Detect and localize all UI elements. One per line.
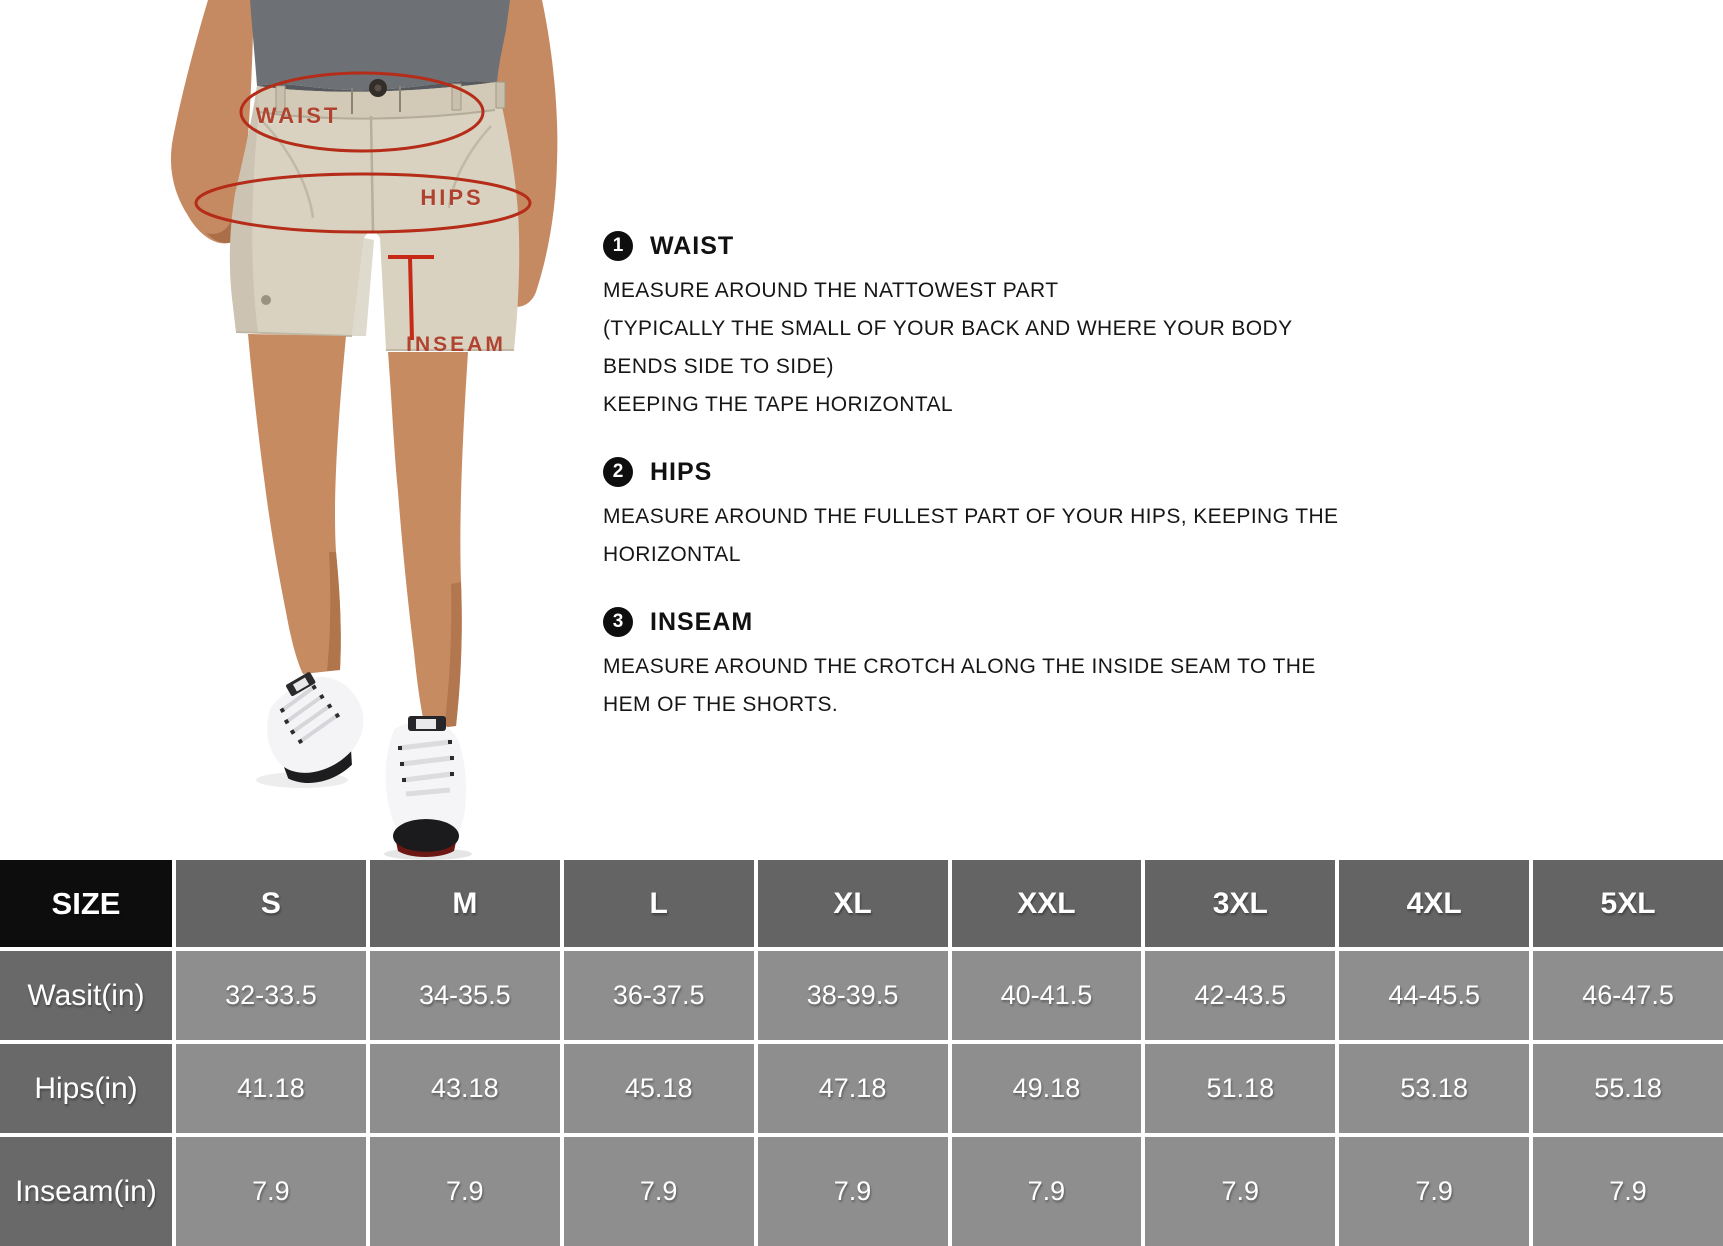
table-value-cell: 7.9 (176, 1137, 366, 1246)
size-column-header-s: S (176, 860, 366, 947)
instruction-line: MEASURE AROUND THE CROTCH ALONG THE INSIDE SEAM TO THE (603, 655, 1316, 678)
instruction-title: WAIST (650, 231, 735, 260)
table-value-cell: 45.18 (564, 1044, 754, 1133)
table-value-cell: 7.9 (952, 1137, 1142, 1246)
instruction-heading (603, 604, 1373, 640)
table-value-cell: 7.9 (370, 1137, 560, 1246)
instruction-line: HEM OF THE SHORTS. (603, 693, 839, 716)
size-header-cell: SIZE (0, 860, 172, 947)
inseam-measure-line (410, 257, 412, 340)
table-value-cell: 51.18 (1145, 1044, 1335, 1133)
table-value-cell: 7.9 (1339, 1137, 1529, 1246)
instruction-heading (603, 454, 1373, 490)
table-value-cell: 32-33.5 (176, 951, 366, 1040)
instruction-section-inseam (603, 604, 1373, 724)
table-value-cell: 55.18 (1533, 1044, 1723, 1133)
size-column-header-4xl: 4XL (1339, 860, 1529, 947)
table-value-cell: 47.18 (758, 1044, 948, 1133)
table-value-cell: 41.18 (176, 1044, 366, 1133)
table-value-cell: 7.9 (564, 1137, 754, 1246)
instruction-section-waist (603, 228, 1373, 424)
instruction-title: HIPS (650, 457, 713, 486)
model-illustration (0, 0, 620, 860)
table-value-cell: 49.18 (952, 1044, 1142, 1133)
table-value-cell: 7.9 (1533, 1137, 1723, 1246)
table-value-cell: 43.18 (370, 1044, 560, 1133)
instruction-line: KEEPING THE TAPE HORIZONTAL (603, 393, 953, 416)
table-value-cell: 36-37.5 (564, 951, 754, 1040)
size-column-header-3xl: 3XL (1145, 860, 1335, 947)
size-column-header-l: L (564, 860, 754, 947)
number-bullet-icon: 1 (603, 231, 633, 261)
model-photo (0, 0, 620, 860)
size-column-header-xxl: XXL (952, 860, 1142, 947)
instruction-title: INSEAM (650, 607, 754, 636)
instruction-section-hips (603, 454, 1373, 574)
right-shoe (386, 716, 466, 857)
table-value-cell: 7.9 (1145, 1137, 1335, 1246)
instruction-line: MEASURE AROUND THE FULLEST PART OF YOUR HIPS, KEEPING THE (603, 505, 1339, 528)
number-bullet-icon: 2 (603, 457, 633, 487)
instruction-line: (TYPICALLY THE SMALL OF YOUR BACK AND WHERE YOUR BODY (603, 317, 1293, 340)
figure-hips-label: HIPS (420, 185, 484, 210)
table-value-cell: 44-45.5 (1339, 951, 1529, 1040)
table-value-cell: 38-39.5 (758, 951, 948, 1040)
figure-waist-label: WAIST (255, 103, 341, 128)
row-label-cell: Hips(in) (0, 1044, 172, 1133)
row-label-cell: Wasit(in) (0, 951, 172, 1040)
instruction-line: MEASURE AROUND THE NATTOWEST PART (603, 279, 1059, 302)
row-label-cell: Inseam(in) (0, 1137, 172, 1246)
table-value-cell: 7.9 (758, 1137, 948, 1246)
size-column-header-5xl: 5XL (1533, 860, 1723, 947)
size-column-header-xl: XL (758, 860, 948, 947)
table-value-cell: 53.18 (1339, 1044, 1529, 1133)
instruction-heading (603, 228, 1373, 264)
measure-instructions (603, 228, 1373, 754)
size-table (0, 860, 1723, 1246)
instruction-line: HORIZONTAL (603, 543, 741, 566)
table-value-cell: 34-35.5 (370, 951, 560, 1040)
instruction-line: BENDS SIDE TO SIDE) (603, 355, 834, 378)
number-bullet-icon: 3 (603, 607, 633, 637)
figure-inseam-label: INSEAM (406, 333, 506, 356)
table-value-cell: 42-43.5 (1145, 951, 1335, 1040)
table-value-cell: 40-41.5 (952, 951, 1142, 1040)
table-value-cell: 46-47.5 (1533, 951, 1723, 1040)
size-column-header-m: M (370, 860, 560, 947)
